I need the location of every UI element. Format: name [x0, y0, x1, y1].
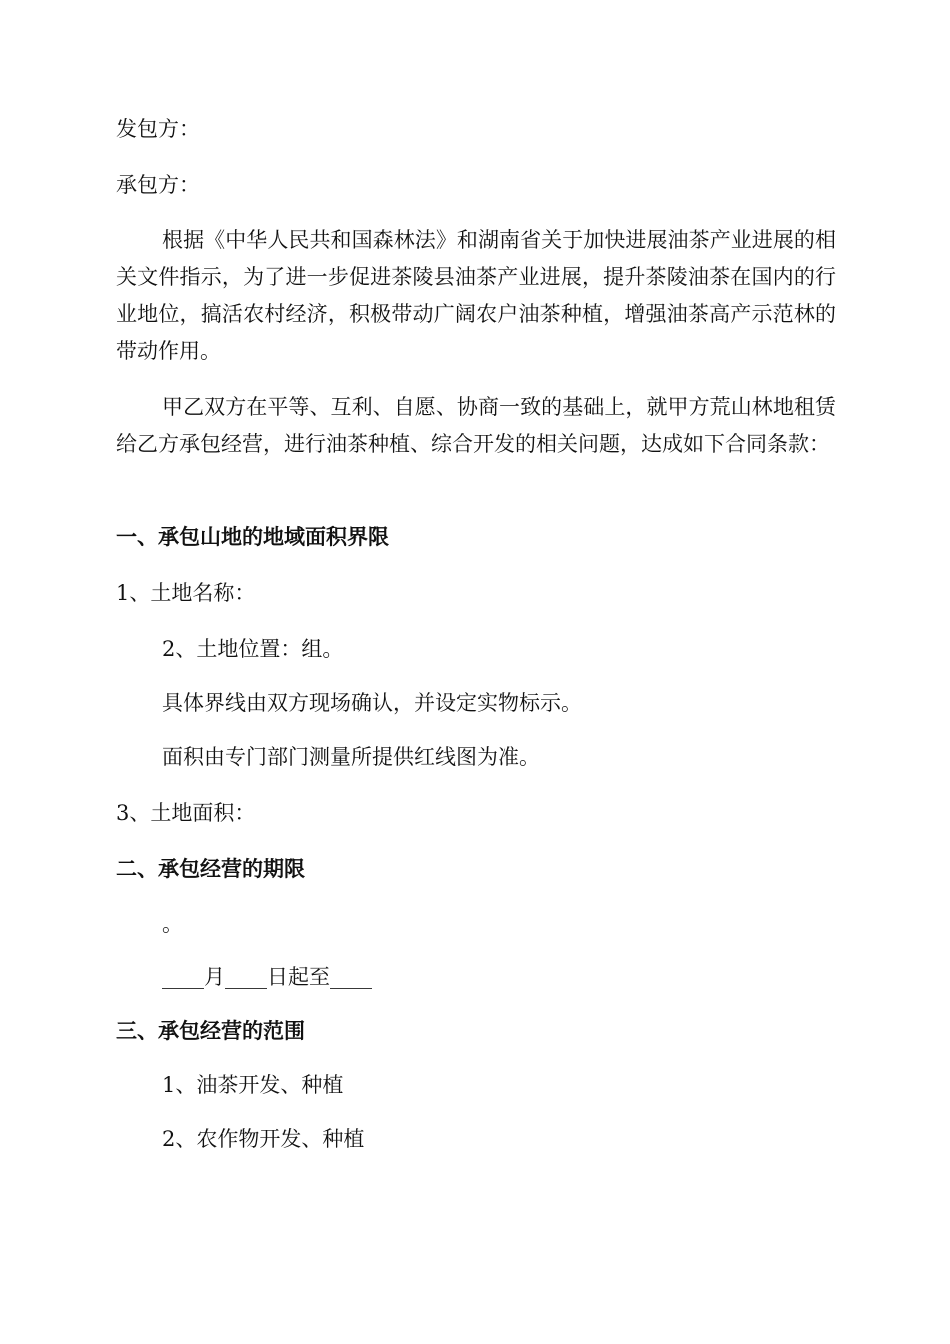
party-b-label: 承包方：	[116, 173, 200, 197]
intro-paragraph-2: 甲乙双方在平等、互利、自愿、协商一致的基础上，就甲方荒山林地租赁给乙方承包经营，进行油茶种植、综合开发的相关问题，达成如下合同条款：	[116, 395, 836, 456]
section-1-item-3: 3、土地面积：	[116, 801, 256, 825]
section-3-item-2: 2、农作物开发、种植	[162, 1127, 365, 1151]
party-a-label: 发包方：	[116, 117, 200, 141]
section-1-note-2: 面积由专门部门测量所提供红线图为准。	[162, 745, 540, 769]
section-1-note-1: 具体界线由双方现场确认，并设定实物标示。	[162, 691, 582, 715]
section-1-item-1: 1、土地名称：	[116, 581, 256, 605]
section-2-line-2: ____月____日起至____	[162, 965, 372, 989]
section-1-item-2: 2、土地位置：组。	[162, 637, 344, 661]
section-3-item-1: 1、油茶开发、种植	[162, 1073, 344, 1097]
section-3-heading: 三、承包经营的范围	[116, 1018, 305, 1043]
section-2-line-1: 。	[162, 912, 183, 936]
intro-paragraph-1: 根据《中华人民共和国森林法》和湖南省关于加快进展油茶产业进展的相关文件指示，为了进一步促进茶陵县油茶产业进展，提升茶陵油茶在国内的行业地位，搞活农村经济，积极带动广阔农户油茶种植，增强油茶高产示范林的带动作用。	[116, 228, 836, 363]
section-2-heading: 二、承包经营的期限	[116, 856, 305, 881]
section-1-heading: 一、承包山地的地域面积界限	[116, 524, 389, 549]
